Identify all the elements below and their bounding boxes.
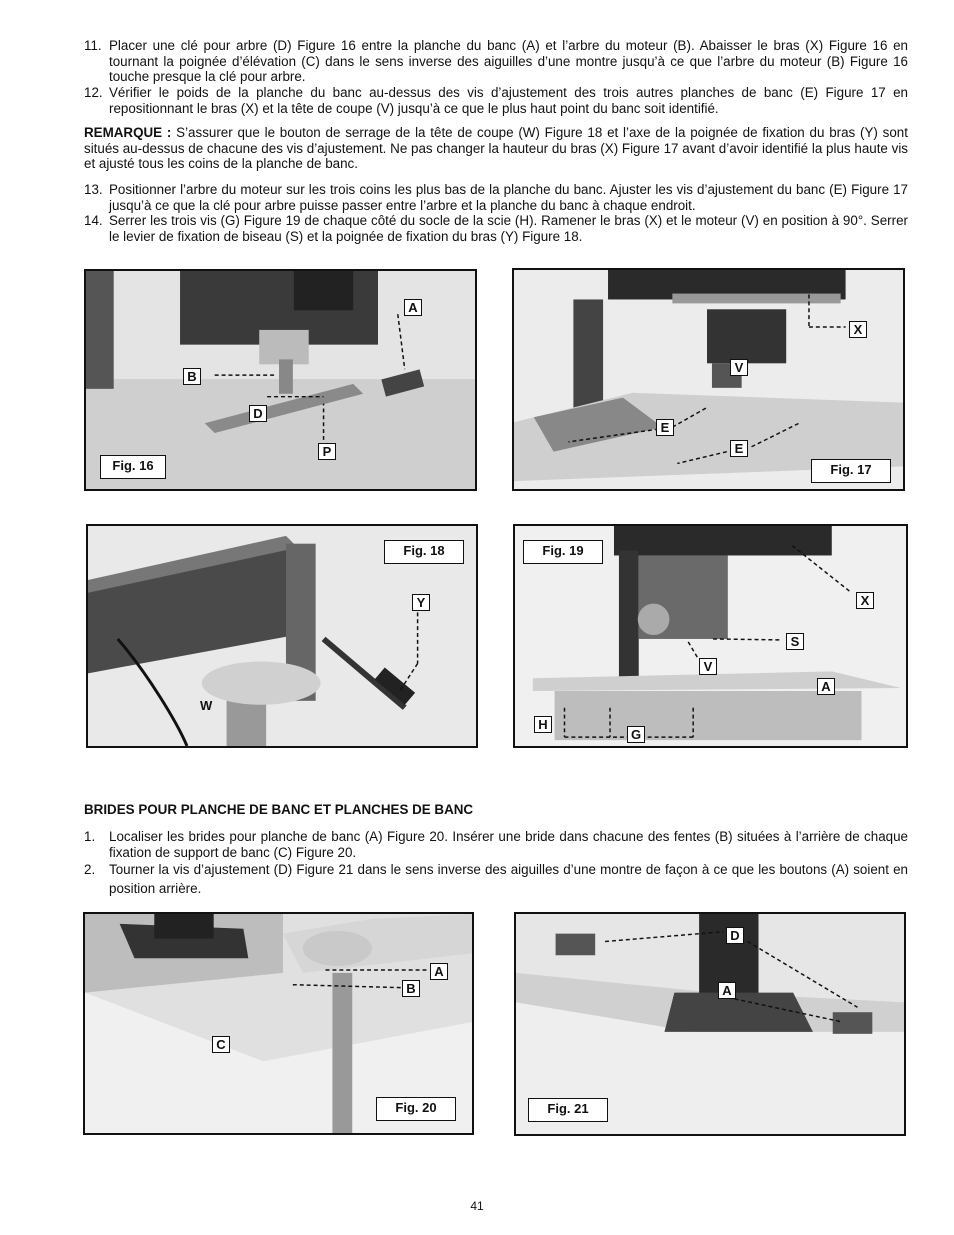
step-14 [84, 213, 908, 244]
callout-e: E [656, 419, 674, 436]
step-number: 14. [84, 213, 103, 228]
callout-w: W [200, 698, 213, 713]
figure-20-photo [83, 912, 474, 1135]
step-number: 2. [84, 862, 96, 877]
figure-19-label: Fig. 19 [523, 540, 603, 564]
step-1 [84, 829, 908, 860]
callout-b: B [183, 368, 201, 385]
callout-d: D [249, 405, 267, 422]
callout-d: D [726, 927, 744, 944]
step-12 [84, 85, 908, 116]
callout-a: A [718, 982, 736, 999]
figure-19-photo [513, 524, 908, 748]
step-text: Positionner l’arbre du moteur sur les trois coins les plus bas de la planche du banc. Ajuster les vis d’ajustement du banc (E) Figure 17 jusqu’à ce que la clé pour arbre puisse passer entre l’arbre et la planche du banc à chaque endroit. [109, 182, 908, 213]
callout-s: S [786, 633, 804, 650]
callout-p: P [318, 443, 336, 460]
callout-x: X [856, 592, 874, 609]
remark-label: REMARQUE : [84, 125, 172, 140]
step-number: 1. [84, 829, 96, 844]
step-text: Serrer les trois vis (G) Figure 19 de chaque côté du socle de la scie (H). Ramener le bras (X) et le moteur (V) en position à 90°. Serrer le levier de fixation de biseau (S) et la poignée de fixation du bras (Y) Figure 18. [109, 213, 908, 244]
step-13 [84, 182, 908, 213]
callout-e: E [730, 440, 748, 457]
figure-18-photo [86, 524, 478, 748]
figure-17-photo [512, 268, 905, 491]
step-text: Vérifier le poids de la planche du banc au-dessus des vis d’ajustement des trois autres planches de banc (E) Figure 17 en repositionnant le bras (X) et la tête de coupe (V) jusqu’à ce que le plus haut point du banc soit identifié. [109, 85, 908, 116]
remark-note [84, 125, 908, 172]
section-heading: BRIDES POUR PLANCHE DE BANC ET PLANCHES DE BANC [84, 802, 474, 817]
callout-b: B [402, 980, 420, 997]
callout-a: A [817, 678, 835, 695]
figure-21-label: Fig. 21 [528, 1098, 608, 1122]
callout-a: A [430, 963, 448, 980]
figure-16-photo [84, 269, 477, 491]
remark-text: S’assurer que le bouton de serrage de la tête de coupe (W) Figure 18 et l’axe de la poignée de fixation du bras (Y) sont situés au-dessus de chacune des vis d’ajustement. Ne pas changer la hauteur du bras (X) Figure 17 avant d’avoir identifié la plus haute vis et ajusté tous les coins de la planche de banc. [84, 125, 908, 171]
step-2 [84, 860, 908, 898]
callout-v: V [730, 359, 748, 376]
figure-16-label: Fig. 16 [100, 455, 166, 479]
callout-a: A [404, 299, 422, 316]
step-number: 11. [84, 38, 102, 53]
page-number: 41 [470, 1199, 484, 1213]
step-text: Localiser les brides pour planche de banc (A) Figure 20. Insérer une bride dans chacune des fentes (B) situées à l’arrière de chaque fixation de support de banc (C) Figure 20. [109, 829, 908, 860]
figure-20-label: Fig. 20 [376, 1097, 456, 1121]
callout-x: X [849, 321, 867, 338]
callout-y: Y [412, 594, 430, 611]
callout-v: V [699, 658, 717, 675]
callout-c: C [212, 1036, 230, 1053]
figure-18-label: Fig. 18 [384, 540, 464, 564]
step-text: Placer une clé pour arbre (D) Figure 16 entre la planche du banc (A) et l’arbre du moteur (B). Abaisser le bras (X) Figure 16 en tournant la poignée d’élévation (C) dans le sens inverse des aiguilles d’une montre jusqu’à ce que l’arbre du moteur (B) Figure 16 touche presque la clé pour arbre. [109, 38, 908, 84]
step-11 [84, 38, 908, 85]
step-number: 12. [84, 85, 103, 100]
figure-17-label: Fig. 17 [811, 459, 891, 483]
callout-g: G [627, 726, 645, 743]
callout-h: H [534, 716, 552, 733]
figure-21-photo [514, 912, 906, 1136]
step-text: Tourner la vis d’ajustement (D) Figure 21 dans le sens inverse des aiguilles d’une montre de façon à ce que les boutons (A) soient en position arrière. [109, 862, 908, 896]
step-number: 13. [84, 182, 103, 197]
